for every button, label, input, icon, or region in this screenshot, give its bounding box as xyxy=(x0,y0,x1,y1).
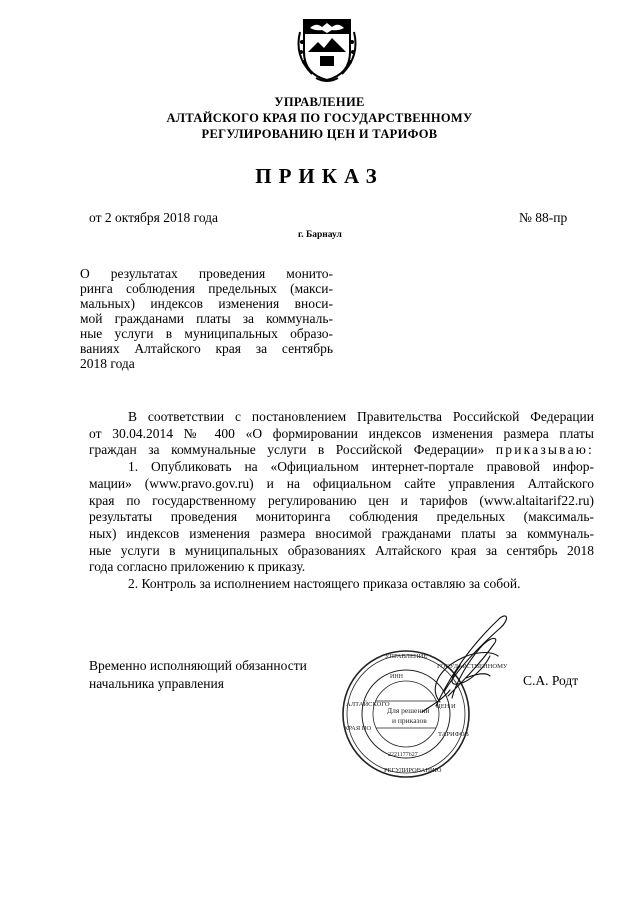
org-name-line: РЕГУЛИРОВАНИЮ ЦЕН И ТАРИФОВ xyxy=(201,127,438,141)
body-line: мации» (www.pravo.gov.ru) и на официальном сайте управления Алтайского xyxy=(89,475,594,491)
document-city: г. Барнаул xyxy=(298,230,342,240)
document-title: ПРИКАЗ xyxy=(255,164,384,188)
svg-text:2221177627: 2221177627 xyxy=(388,752,418,758)
body-line: 1. Опубликовать на «Официальном интернет-портале правовой инфор- xyxy=(128,459,594,475)
body-line: края по государственному регулированию цен и тарифов (www.altaitarif22.ru) xyxy=(89,492,594,508)
document-subject xyxy=(80,266,333,371)
svg-text:Для решений: Для решений xyxy=(387,706,430,715)
signatory-position xyxy=(89,657,307,693)
body-line: результаты проведения мониторинга соблюдения предельных (максималь- xyxy=(89,509,594,525)
document-date: от 2 октября 2018 года xyxy=(89,210,219,225)
svg-text:КРАЯ ПО: КРАЯ ПО xyxy=(344,725,372,732)
body-line: ные услуги в муниципальных образованиях Алтайского края за сентябрь 2018 xyxy=(89,542,594,558)
signatory-position-line: начальника управления xyxy=(89,676,224,691)
document-number: № 88-пр xyxy=(519,210,568,225)
subject-line: О результатах проведения монито- xyxy=(80,266,333,281)
body-line: от 30.04.2014 № 400 «О формировании индексов изменения размера платы xyxy=(89,425,594,441)
signatory-position-line: Временно исполняющий обязанности xyxy=(89,658,307,673)
body-line-text: граждан за коммунальные услуги в Российской Федерации» xyxy=(89,442,485,458)
body-line: года согласно приложению к приказу. xyxy=(89,559,306,575)
org-name-line: УПРАВЛЕНИЕ xyxy=(274,95,365,109)
org-name-line: АЛТАЙСКОГО КРАЯ ПО ГОСУДАРСТВЕННОМУ xyxy=(166,111,473,125)
body-line: В соответствии с постановлением Правительства Российской Федерации xyxy=(128,409,594,424)
coat-of-arms-emblem xyxy=(296,12,358,84)
svg-text:УПРАВЛЕНИЕ: УПРАВЛЕНИЕ xyxy=(384,653,428,660)
body-line: ных) индексов изменения размера вносимой гражданами платы за коммуналь- xyxy=(89,525,594,541)
subject-line: ваниях Алтайского края за сентябрь xyxy=(80,341,333,356)
subject-line: мой гражданами платы за коммуналь- xyxy=(80,311,333,326)
body-line xyxy=(89,442,594,459)
subject-line: ринга соблюдения предельных (макси- xyxy=(80,281,333,296)
svg-text:ЦЕН И: ЦЕН И xyxy=(436,703,456,710)
handwritten-signature xyxy=(340,606,512,716)
svg-text:РЕГУЛИРОВАНИЮ: РЕГУЛИРОВАНИЮ xyxy=(384,767,442,774)
document-body xyxy=(89,409,594,593)
svg-text:АЛТАЙСКОГО: АЛТАЙСКОГО xyxy=(346,701,390,708)
order-word: приказываю: xyxy=(495,442,595,458)
svg-text:ТАРИФОВ: ТАРИФОВ xyxy=(438,731,469,738)
svg-text:ИНН: ИНН xyxy=(390,674,403,680)
subject-line: 2018 года xyxy=(80,356,135,371)
subject-line: мальных) индексов изменения вноси- xyxy=(80,296,333,311)
signatory-name: С.А. Родт xyxy=(523,673,579,688)
body-line: 2. Контроль за исполнением настоящего приказа оставляю за собой. xyxy=(128,576,521,592)
subject-line: ные услуги в муниципальных образо- xyxy=(80,326,333,341)
svg-text:и приказов: и приказов xyxy=(392,716,427,725)
svg-text:ГОСУДАРСТВЕННОМУ: ГОСУДАРСТВЕННОМУ xyxy=(437,663,508,670)
